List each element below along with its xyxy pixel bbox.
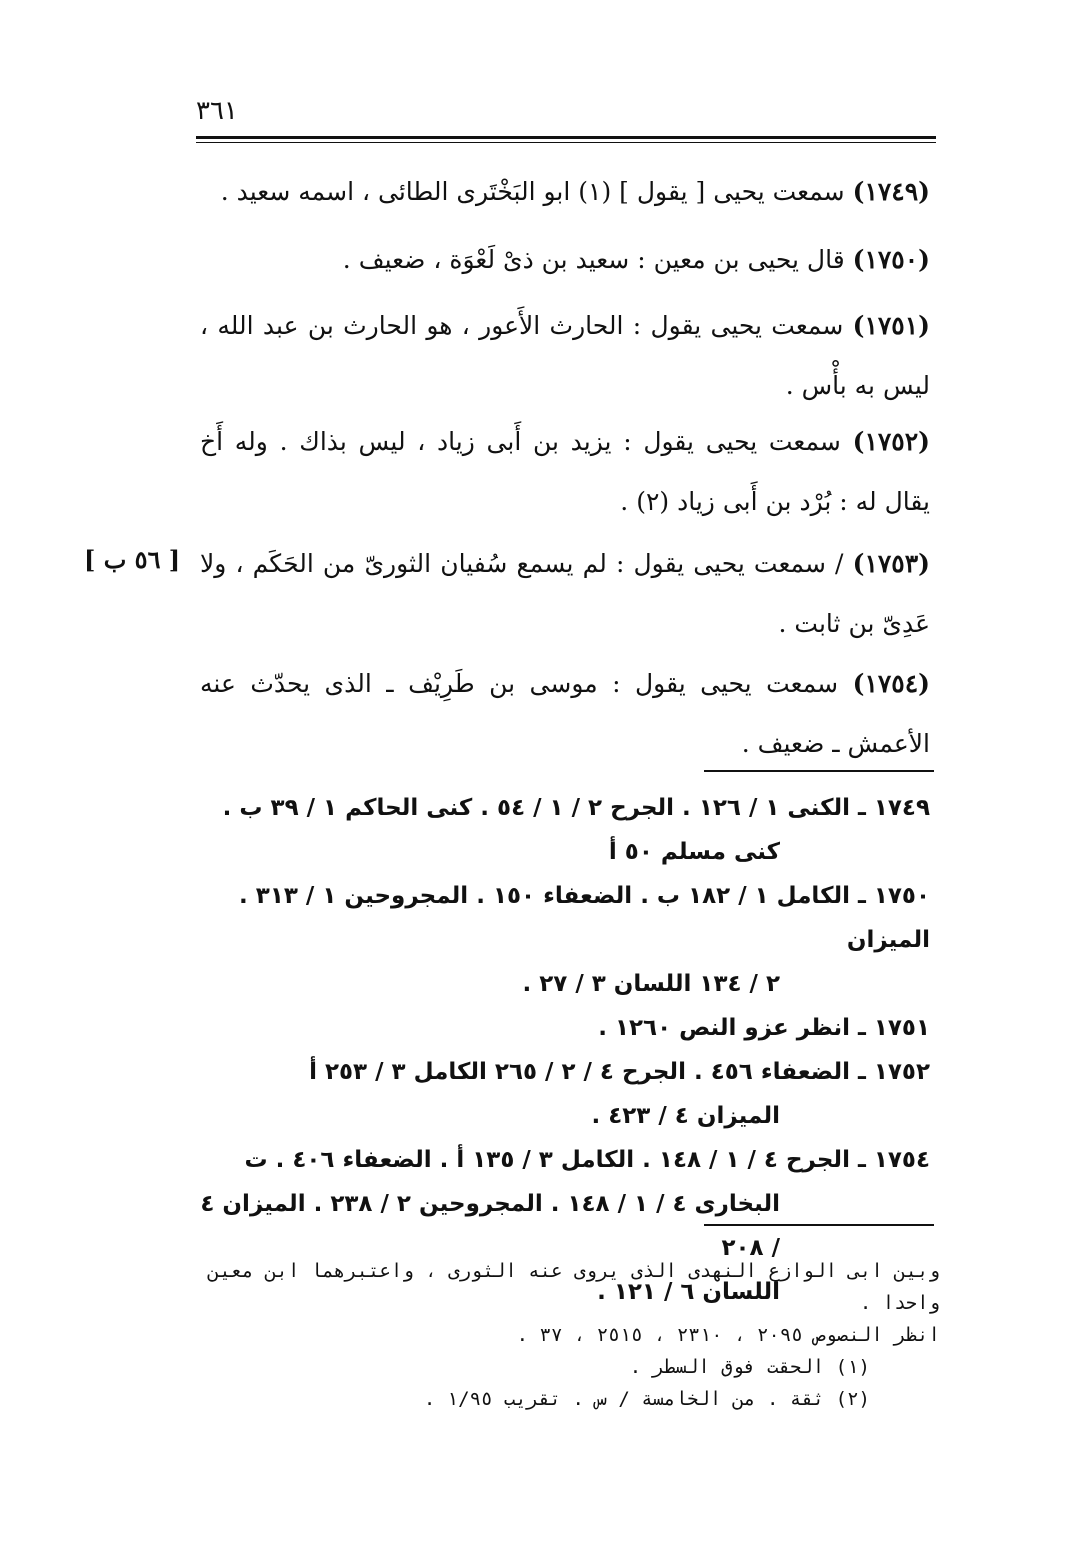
entry-1750: [200, 230, 930, 290]
entry-number: (١٧٤٩): [852, 177, 930, 206]
entry-text: سمعت يحيى يقول : يزيد بن أَبى زياد ، ليس بذاك . وله أَخ يقال له : بُرْد بن أَبى زياد (٢) .: [200, 427, 930, 516]
entry-text: سمعت يحيى [ يقول ] (١) ابو البَخْتَرى الطائى ، اسمه سعيد .: [220, 177, 845, 206]
entry-1754: [200, 654, 930, 774]
entry-number: (١٧٥٣): [852, 549, 930, 578]
entry-1753: [200, 534, 930, 654]
footnotes-separator: [704, 1224, 934, 1226]
entry-1751: [200, 296, 930, 416]
references-separator: [704, 770, 934, 772]
entry-number: (١٧٥٠): [852, 245, 930, 274]
header-rule: [196, 136, 936, 139]
entry-number: (١٧٥٢): [852, 427, 930, 456]
reference-item: ١٧٤٩ ـ الكنى ١ / ١٢٦ . الجرح ٢ / ١ / ٥٤ . كنى الحاكم ١ / ٣٩ ب . كنى مسلم ٥٠ أ: [222, 795, 930, 865]
entry-text: قال يحيى بن معين : سعيد بن ذىْ لَعْوَة ، ضعيف .: [342, 245, 845, 274]
reference-item: ١٧٥١ ـ انظر عزو النص ١٢٦٠ .: [598, 1015, 930, 1041]
entry-1749: [200, 162, 930, 222]
footnote-continuation: انظر النصوص ٢٠٩٥ ، ٢٣١٠ ، ٢٥١٥ ، ٣٧ .: [516, 1324, 940, 1346]
footnotes-block: [200, 1255, 940, 1415]
reference-item: ١٧٥٠ ـ الكامل ١ / ١٨٢ ب . الضعفاء ١٥٠ . المجروحين ١ / ٣١٣ . الميزان ٢ / ١٣٤ اللسان ٣ / ٢٧ .: [239, 883, 930, 997]
page-number: ٣٦١: [196, 96, 238, 126]
entry-text: سمعت يحيى يقول : موسى بن طَرِيْف ـ الذى يحدّث عنه الأعمش ـ ضعيف .: [200, 669, 930, 758]
entry-1752: [200, 412, 930, 532]
entry-number: (١٧٥٤): [852, 669, 930, 698]
footnote-continuation: وبين ابى الوازع النهدى الذى يروى عنه الثورى ، واعتبرهما ابن معين واحدا .: [207, 1260, 940, 1314]
footnote-1: (١) الحقت فوق السطر .: [629, 1356, 870, 1378]
entry-number: (١٧٥١): [852, 311, 930, 340]
entry-text: / سمعت يحيى يقول : لم يسمع سُفيان الثورىّ من الحَكَم ، ولا عَدِىّ بن ثابت .: [200, 549, 930, 638]
margin-folio-note: [ ٥٦ ب ]: [84, 545, 181, 574]
reference-item: ١٧٥٤ ـ الجرح ٤ / ١ / ١٤٨ . الكامل ٣ / ١٣٥ أ . الضعفاء ٤٠٦ . ت البخارى ٤ / ١ / ١٤٨ . المجروحين ٢ / ٢٣٨ . الميزان ٤ / ٢٠٨ اللسان ٦ / ١٢١ .: [200, 1147, 930, 1305]
entry-text: سمعت يحيى يقول : الحارث الأَعور ، هو الحارث بن عبد الله ، ليس به بأْس .: [200, 311, 930, 400]
references-block: [200, 786, 930, 1314]
footnote-2: (٢) ثقة . من الخامسة / س . تقريب ١/٩٥ .: [423, 1388, 870, 1410]
reference-item: ١٧٥٢ ـ الضعفاء ٤٥٦ . الجرح ٤ / ٢ / ٢٦٥ الكامل ٣ / ٢٥٣ أ الميزان ٤ / ٤٢٣ .: [309, 1059, 930, 1129]
